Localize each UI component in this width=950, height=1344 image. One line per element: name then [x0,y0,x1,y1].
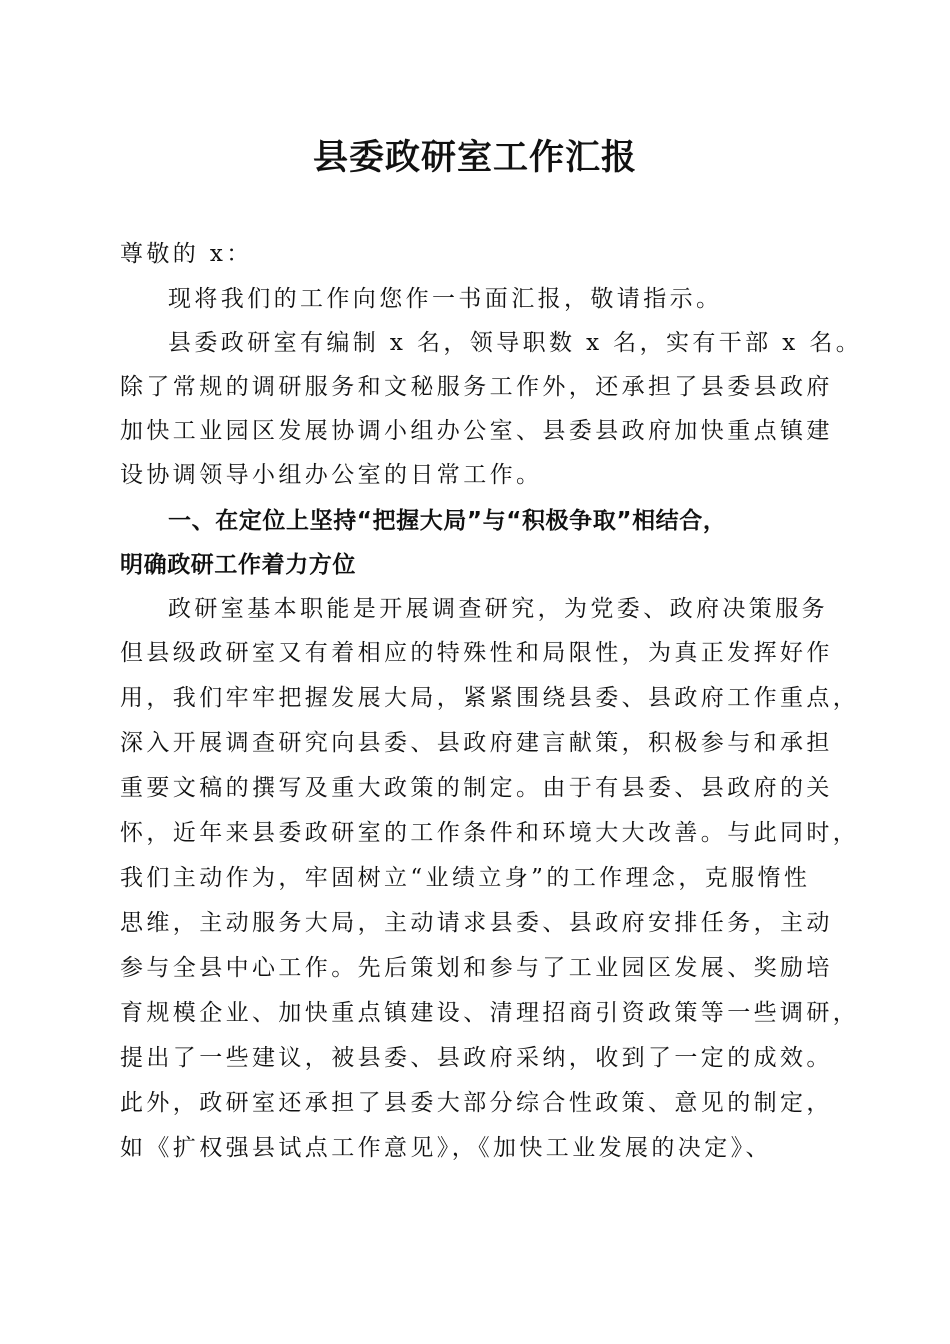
body-paragraph-line: 此外，政研室还承担了县委大部分综合性政策、意见的制定， [120,1090,833,1116]
body-paragraph-line: 我们主动作为，牢固树立“业绩立身”的工作理念，克服惰性 [120,865,811,891]
staffing-paragraph-line: 除了常规的调研服务和文秘服务工作外，还承担了县委县政府 [120,374,833,400]
section-heading-line: 一、在定位上坚持“把握大局”与“积极争取”相结合， [168,508,727,534]
body-paragraph-line: 怀，近年来县委政研室的工作条件和环境大大改善。与此同时， [120,820,860,846]
document-title: 县委政研室工作汇报 [312,137,637,178]
body-paragraph-line: 政研室基本职能是开展调查研究，为党委、政府决策服务 [168,596,828,622]
body-paragraph-line: 重要文稿的撰写及重大政策的制定。由于有县委、县政府的关 [120,775,833,801]
body-paragraph-line: 但县级政研室又有着相应的特殊性和局限性，为真正发挥好作 [120,640,833,666]
salutation: 尊敬的 x： [120,241,253,267]
section-heading-line: 明确政研工作着力方位 [120,552,356,578]
body-paragraph-line: 深入开展调查研究向县委、县政府建言献策，积极参与和承担 [120,730,833,756]
staffing-paragraph-line: 县委政研室有编制 x 名，领导职数 x 名，实有干部 x 名。 [168,330,863,356]
intro-paragraph-line: 现将我们的工作向您作一书面汇报，敬请指示。 [168,286,723,312]
body-paragraph-line: 如《扩权强县试点工作意见》，《加快工业发展的决定》、 [120,1135,772,1161]
body-paragraph-line: 参与全县中心工作。先后策划和参与了工业园区发展、奖励培 [120,955,833,981]
body-paragraph-line: 提出了一些建议，被县委、县政府采纳，收到了一定的成效。 [120,1045,833,1071]
staffing-paragraph-line: 设协调领导小组办公室的日常工作。 [120,462,543,488]
body-paragraph-line: 思维，主动服务大局，主动请求县委、县政府安排任务，主动 [120,910,833,936]
body-paragraph-line: 用，我们牢牢把握发展大局，紧紧围绕县委、县政府工作重点， [120,685,860,711]
staffing-paragraph-line: 加快工业园区发展协调小组办公室、县委县政府加快重点镇建 [120,418,833,444]
body-paragraph-line: 育规模企业、加快重点镇建设、清理招商引资政策等一些调研， [120,1000,860,1026]
